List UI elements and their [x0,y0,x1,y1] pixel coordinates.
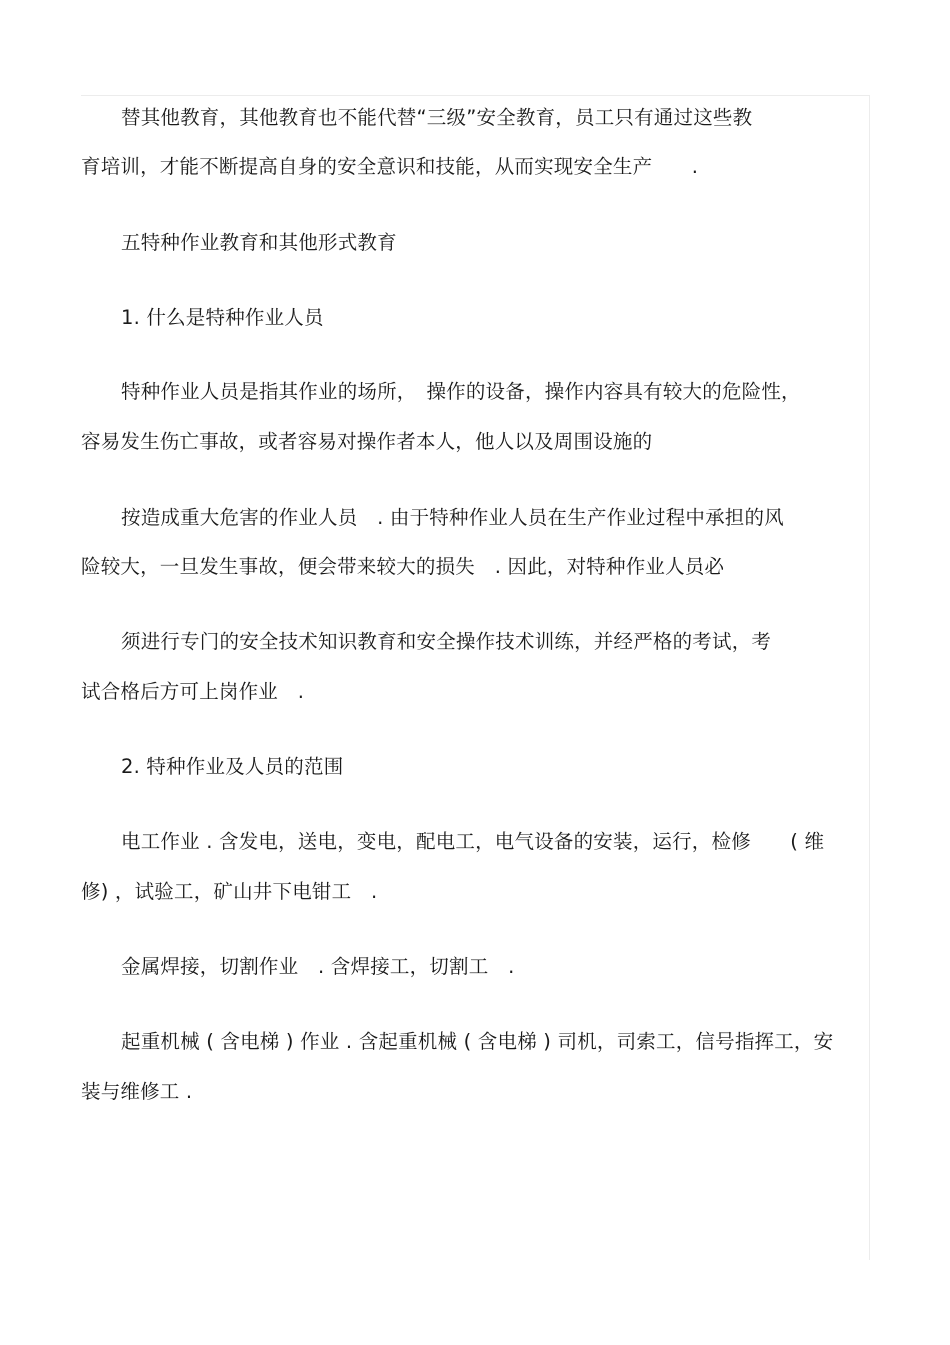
paragraph-line: 容易发生伤亡事故，或者容易对操作者本人，他人以及周围设施的 [81,430,653,453]
paragraph-line: 育培训，才能不断提高自身的安全意识和技能，从而实现安全生产 . [81,155,699,178]
paragraph-line: 起重机械 ( 含电梯 ) 作业 . 含起重机械 ( 含电梯 ) 司机，司索工，信号指挥工，安 [121,1030,834,1053]
paragraph-line: 试合格后方可上岗作业 . [81,680,305,703]
paragraph-line: 修) ，试验工，矿山井下电钳工 . [81,880,378,903]
paragraph-line: 按造成重大危害的作业人员 . 由于特种作业人员在生产作业过程中承担的风 [121,506,784,529]
section-heading: 五特种作业教育和其他形式教育 [121,231,397,254]
paragraph-line: 电工作业 . 含发电，送电，变电，配电工，电气设备的安装，运行，检修 ( 维 [121,830,825,853]
paragraph-line: 须进行专门的安全技术知识教育和安全操作技术训练，并经严格的考试，考 [121,630,772,653]
paragraph-line: 险较大，一旦发生事故，便会带来较大的损失 . 因此，对特种作业人员必 [81,555,725,578]
paragraph-line: 金属焊接，切割作业 . 含焊接工，切割工 . [121,955,515,978]
page-border-top [81,95,870,96]
paragraph-line: 替其他教育，其他教育也不能代替“三级”安全教育，员工只有通过这些教 [121,106,753,129]
paragraph-line: 装与维修工 . [81,1080,193,1103]
page-border-right [869,95,870,1260]
paragraph-line: 特种作业人员是指其作业的场所， 操作的设备，操作内容具有较大的危险性， [121,380,801,403]
subsection-heading: 1. 什么是特种作业人员 [121,306,324,329]
subsection-heading: 2. 特种作业及人员的范围 [121,755,344,778]
